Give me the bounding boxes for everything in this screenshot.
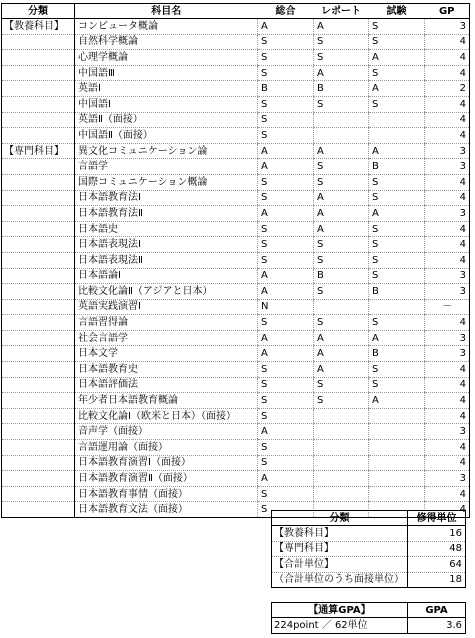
category-cell xyxy=(2,346,75,362)
category-cell xyxy=(2,299,75,315)
category-cell xyxy=(2,268,75,284)
category-cell xyxy=(2,221,75,237)
grade-row xyxy=(2,50,470,66)
grade-row xyxy=(2,174,470,190)
grade-row xyxy=(2,237,470,253)
subject-name: 英語Ⅰ xyxy=(75,81,258,97)
gpa-header-value: GPA xyxy=(408,603,466,618)
grade-row xyxy=(2,346,470,362)
report-grade xyxy=(314,486,369,502)
summary-header-row xyxy=(272,511,466,526)
subject-name: 日本語教育演習Ⅱ（面接） xyxy=(75,471,258,487)
exam-grade xyxy=(369,408,425,424)
report-grade xyxy=(314,471,369,487)
overall-grade: S xyxy=(258,128,314,144)
report-grade: A xyxy=(314,143,369,159)
gp-value: 4 xyxy=(425,455,470,471)
exam-grade: S xyxy=(369,268,425,284)
report-grade: S xyxy=(314,377,369,393)
report-grade: S xyxy=(314,315,369,331)
header-overall: 総合 xyxy=(258,4,314,19)
grade-row xyxy=(2,128,470,144)
report-grade xyxy=(314,299,369,315)
overall-grade: S xyxy=(258,96,314,112)
report-grade: S xyxy=(314,237,369,253)
gp-value: 3 xyxy=(425,143,470,159)
subject-name: 英語実践演習Ⅰ xyxy=(75,299,258,315)
exam-grade: S xyxy=(369,315,425,331)
exam-grade xyxy=(369,424,425,440)
category-cell: 【教養科目】 xyxy=(2,19,75,35)
gp-value: － xyxy=(425,299,470,315)
grade-row xyxy=(2,96,470,112)
category-cell xyxy=(2,502,75,518)
overall-grade: S xyxy=(258,252,314,268)
exam-grade: B xyxy=(369,284,425,300)
category-cell xyxy=(2,471,75,487)
gp-value: 3 xyxy=(425,330,470,346)
category-cell xyxy=(2,174,75,190)
overall-grade: A xyxy=(258,19,314,35)
grade-row xyxy=(2,471,470,487)
gp-value: 4 xyxy=(425,50,470,66)
subject-name: 心理学概論 xyxy=(75,50,258,66)
summary-row xyxy=(272,541,466,557)
category-cell xyxy=(2,377,75,393)
report-grade: S xyxy=(314,159,369,175)
gp-value: 3 xyxy=(425,19,470,35)
exam-grade: A xyxy=(369,393,425,409)
exam-grade: B xyxy=(369,159,425,175)
gp-value: 3 xyxy=(425,346,470,362)
category-cell xyxy=(2,206,75,222)
header-exam: 試験 xyxy=(369,4,425,19)
exam-grade: S xyxy=(369,34,425,50)
overall-grade: S xyxy=(258,237,314,253)
category-cell xyxy=(2,50,75,66)
overall-grade: S xyxy=(258,455,314,471)
grade-row xyxy=(2,112,470,128)
overall-grade: S xyxy=(258,190,314,206)
summary-header-category: 分類 xyxy=(272,511,408,526)
subject-name: 社会言語学 xyxy=(75,330,258,346)
subject-name: 日本語史 xyxy=(75,221,258,237)
exam-grade xyxy=(369,128,425,144)
gp-value: 4 xyxy=(425,440,470,456)
subject-name: 自然科学概論 xyxy=(75,34,258,50)
exam-grade xyxy=(369,455,425,471)
exam-grade: S xyxy=(369,96,425,112)
grades-body xyxy=(2,19,470,518)
summary-row xyxy=(272,557,466,573)
subject-name: 日本語教育法Ⅰ xyxy=(75,190,258,206)
subject-name: 年少者日本語教育概論 xyxy=(75,393,258,409)
grade-row xyxy=(2,440,470,456)
gp-value: 4 xyxy=(425,502,470,518)
exam-grade: S xyxy=(369,362,425,378)
gp-value: 4 xyxy=(425,408,470,424)
report-grade xyxy=(314,440,369,456)
subject-name: 国際コミュニケーション概論 xyxy=(75,174,258,190)
report-grade: S xyxy=(314,174,369,190)
overall-grade: S xyxy=(258,50,314,66)
subject-name: 日本語教育事情（面接） xyxy=(75,486,258,502)
exam-grade: S xyxy=(369,377,425,393)
grade-row xyxy=(2,424,470,440)
subject-name: 日本語教育史 xyxy=(75,362,258,378)
grade-row xyxy=(2,159,470,175)
category-cell xyxy=(2,96,75,112)
grade-row xyxy=(2,284,470,300)
overall-grade: A xyxy=(258,268,314,284)
report-grade: A xyxy=(314,362,369,378)
summary-value: 18 xyxy=(408,572,466,588)
grade-row xyxy=(2,299,470,315)
header-report: レポート xyxy=(314,4,369,19)
category-cell xyxy=(2,315,75,331)
report-grade xyxy=(314,128,369,144)
overall-grade: S xyxy=(258,377,314,393)
subject-name: 比較文化論Ⅱ（アジアと日本） xyxy=(75,284,258,300)
exam-grade: A xyxy=(369,50,425,66)
grade-row xyxy=(2,65,470,81)
subject-name: 比較文化論Ⅰ（欧米と日本）（面接） xyxy=(75,408,258,424)
gp-value: 2 xyxy=(425,81,470,97)
exam-grade: S xyxy=(369,19,425,35)
gp-value: 4 xyxy=(425,96,470,112)
grade-row xyxy=(2,252,470,268)
overall-grade: S xyxy=(258,486,314,502)
gp-value: 4 xyxy=(425,237,470,253)
gp-value: 4 xyxy=(425,65,470,81)
gp-value: 4 xyxy=(425,315,470,331)
credits-summary-table xyxy=(271,510,466,588)
gpa-detail: 224point ／ 62単位 xyxy=(274,620,368,631)
overall-grade: S xyxy=(258,408,314,424)
gp-value: 4 xyxy=(425,377,470,393)
overall-grade: A xyxy=(258,284,314,300)
overall-grade: B xyxy=(258,81,314,97)
overall-grade: S xyxy=(258,440,314,456)
subject-name: 英語Ⅱ（面接） xyxy=(75,112,258,128)
overall-grade: A xyxy=(258,346,314,362)
exam-grade xyxy=(369,486,425,502)
header-gp: GP xyxy=(425,4,470,19)
report-grade: S xyxy=(314,50,369,66)
summary-label: 【合計単位】 xyxy=(272,557,408,573)
report-grade: S xyxy=(314,34,369,50)
grade-row xyxy=(2,268,470,284)
overall-grade: A xyxy=(258,143,314,159)
gp-value: 4 xyxy=(425,486,470,502)
overall-grade: N xyxy=(258,299,314,315)
gp-value: 3 xyxy=(425,284,470,300)
overall-grade: S xyxy=(258,362,314,378)
category-cell xyxy=(2,408,75,424)
subject-name: 言語習得論 xyxy=(75,315,258,331)
gp-value: 4 xyxy=(425,252,470,268)
subject-name: 日本語教育法Ⅱ xyxy=(75,206,258,222)
overall-grade: S xyxy=(258,315,314,331)
category-cell: 【専門科目】 xyxy=(2,143,75,159)
summary-row xyxy=(272,526,466,542)
exam-grade: A xyxy=(369,206,425,222)
exam-grade xyxy=(369,471,425,487)
report-grade: A xyxy=(314,346,369,362)
exam-grade: S xyxy=(369,174,425,190)
report-grade: A xyxy=(314,206,369,222)
grade-row xyxy=(2,330,470,346)
exam-grade xyxy=(369,299,425,315)
category-cell xyxy=(2,486,75,502)
report-grade xyxy=(314,455,369,471)
summary-value: 16 xyxy=(408,526,466,542)
subject-name: 言語学 xyxy=(75,159,258,175)
exam-grade: S xyxy=(369,65,425,81)
exam-grade: S xyxy=(369,190,425,206)
report-grade: B xyxy=(314,81,369,97)
summary-header-credits: 修得単位 xyxy=(408,511,466,526)
subject-name: 日本語論Ⅰ xyxy=(75,268,258,284)
gpa-header-label: 【通算GPA】 xyxy=(272,603,408,618)
category-cell xyxy=(2,237,75,253)
gp-value: 3 xyxy=(425,424,470,440)
grade-row xyxy=(2,486,470,502)
overall-grade: A xyxy=(258,330,314,346)
category-cell xyxy=(2,362,75,378)
grade-row xyxy=(2,34,470,50)
summary-value: 48 xyxy=(408,541,466,557)
exam-grade xyxy=(369,440,425,456)
subject-name: 中国語Ⅰ xyxy=(75,96,258,112)
grade-row xyxy=(2,19,470,35)
report-grade: S xyxy=(314,393,369,409)
gp-value: 4 xyxy=(425,34,470,50)
exam-grade: S xyxy=(369,252,425,268)
report-grade: S xyxy=(314,252,369,268)
overall-grade: A xyxy=(258,471,314,487)
gp-value: 4 xyxy=(425,362,470,378)
report-grade xyxy=(314,408,369,424)
report-grade: A xyxy=(314,221,369,237)
grade-row xyxy=(2,455,470,471)
gp-value: 4 xyxy=(425,128,470,144)
exam-grade: S xyxy=(369,221,425,237)
grade-row xyxy=(2,143,470,159)
gpa-row xyxy=(272,618,466,634)
overall-grade: A xyxy=(258,159,314,175)
subject-name: 言語運用論（面接） xyxy=(75,440,258,456)
grade-row xyxy=(2,221,470,237)
category-cell xyxy=(2,159,75,175)
category-cell xyxy=(2,330,75,346)
report-grade xyxy=(314,112,369,128)
overall-grade: A xyxy=(258,424,314,440)
category-cell xyxy=(2,81,75,97)
report-grade: S xyxy=(314,96,369,112)
subject-name: 日本語表現法Ⅰ xyxy=(75,237,258,253)
grade-row xyxy=(2,377,470,393)
category-cell xyxy=(2,455,75,471)
category-cell xyxy=(2,65,75,81)
report-grade: A xyxy=(314,19,369,35)
gp-value: 3 xyxy=(425,159,470,175)
gp-value: 3 xyxy=(425,206,470,222)
subject-name: 日本文学 xyxy=(75,346,258,362)
exam-grade xyxy=(369,112,425,128)
category-cell xyxy=(2,112,75,128)
exam-grade: A xyxy=(369,143,425,159)
subject-name: 日本語教育文法（面接） xyxy=(75,502,258,518)
report-grade: B xyxy=(314,268,369,284)
subject-name: コンピュータ概論 xyxy=(75,19,258,35)
subject-name: 日本語表現法Ⅱ xyxy=(75,252,258,268)
exam-grade: B xyxy=(369,346,425,362)
report-grade xyxy=(314,424,369,440)
summary-label: 【専門科目】 xyxy=(272,541,408,557)
category-cell xyxy=(2,393,75,409)
grades-table xyxy=(1,3,470,518)
gp-value: 4 xyxy=(425,393,470,409)
grade-row xyxy=(2,81,470,97)
gpa-table xyxy=(271,602,466,634)
exam-grade: A xyxy=(369,330,425,346)
header-category: 分類 xyxy=(2,4,75,19)
summary-label: （合計単位のうち面接単位） xyxy=(274,574,404,586)
category-cell xyxy=(2,424,75,440)
gp-value: 4 xyxy=(425,190,470,206)
gpa-header-row xyxy=(272,603,466,618)
gp-value: 4 xyxy=(425,174,470,190)
exam-grade: A xyxy=(369,81,425,97)
subject-name: 中国語Ⅱ（面接） xyxy=(75,128,258,144)
overall-grade: S xyxy=(258,221,314,237)
subject-name: 異文化コミュニケーション論 xyxy=(75,143,258,159)
category-cell xyxy=(2,252,75,268)
overall-grade: S xyxy=(258,34,314,50)
overall-grade: S xyxy=(258,393,314,409)
grade-row xyxy=(2,206,470,222)
category-cell xyxy=(2,190,75,206)
grade-row xyxy=(2,393,470,409)
category-cell xyxy=(2,284,75,300)
grades-header-row xyxy=(2,4,470,19)
overall-grade: S xyxy=(258,112,314,128)
subject-name: 中国語Ⅲ xyxy=(75,65,258,81)
category-cell xyxy=(2,440,75,456)
summary-row xyxy=(272,572,466,588)
exam-grade: S xyxy=(369,237,425,253)
gp-value: 4 xyxy=(425,221,470,237)
report-grade: A xyxy=(314,330,369,346)
summary-value: 64 xyxy=(408,557,466,573)
grade-row xyxy=(2,362,470,378)
overall-grade: S xyxy=(258,502,314,518)
overall-grade: A xyxy=(258,206,314,222)
subject-name: 日本語教育演習Ⅰ（面接） xyxy=(75,455,258,471)
category-cell xyxy=(2,128,75,144)
overall-grade: S xyxy=(258,65,314,81)
gpa-value: 3.6 xyxy=(408,618,466,634)
gp-value: 4 xyxy=(425,112,470,128)
gp-value: 3 xyxy=(425,471,470,487)
header-subject: 科目名 xyxy=(75,4,258,19)
overall-grade: S xyxy=(258,174,314,190)
report-grade: S xyxy=(314,284,369,300)
grade-row xyxy=(2,408,470,424)
grade-row xyxy=(2,315,470,331)
subject-name: 音声学（面接） xyxy=(75,424,258,440)
grade-row xyxy=(2,190,470,206)
subject-name: 日本語評価法 xyxy=(75,377,258,393)
category-cell xyxy=(2,34,75,50)
report-grade: A xyxy=(314,65,369,81)
summary-label: 【教養科目】 xyxy=(272,526,408,542)
gp-value: 3 xyxy=(425,268,470,284)
report-grade: A xyxy=(314,190,369,206)
